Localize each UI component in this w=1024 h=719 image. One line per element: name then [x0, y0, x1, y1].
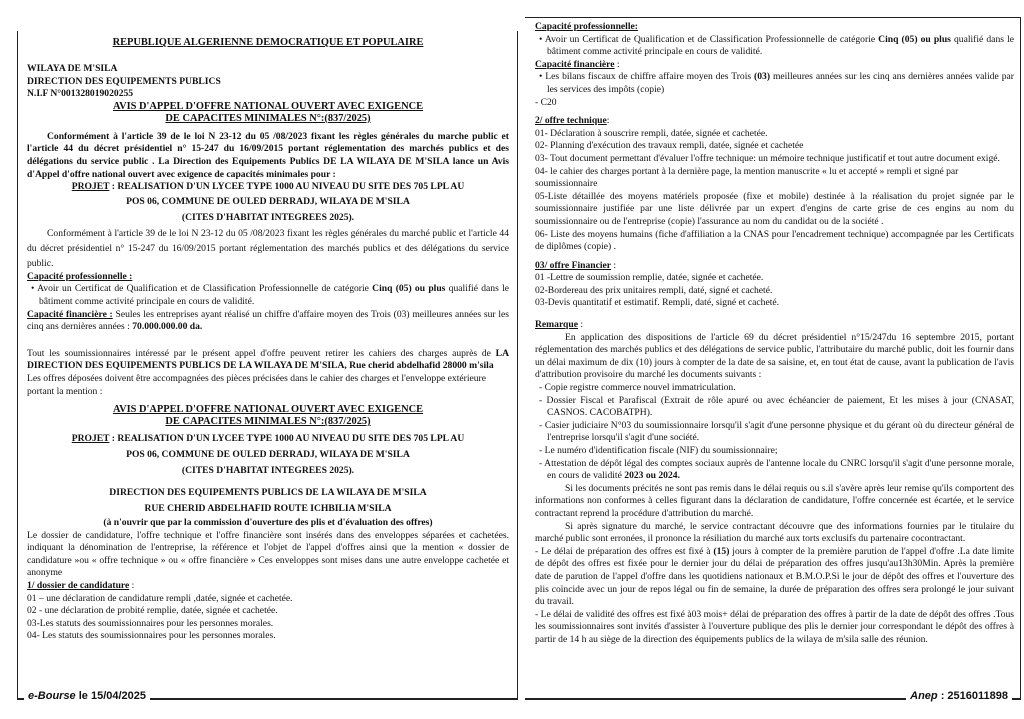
direction: DIRECTION DES EQUIPEMENTS PUBLICS	[27, 75, 221, 87]
offres-text: Les offres déposées doivent être accompagnées des pièces précisées dans le cahier des charges et l'enveloppe extérieure portant la mention :	[27, 372, 487, 397]
right-column	[525, 17, 1021, 699]
delai-paragraph	[535, 546, 1014, 609]
cap-pro-item: • Avoir un Certificat de Qualification et de Classification Professionnelle de catégorie Cinq (05) ou plus qualifié dans le bâtiment comme activité principale en cours de validité.	[31, 283, 509, 307]
para-si-2: Si après signature du marché, le service contractant découvre que des informations fournies par le titulaire du marché public sont erronées, il prononce la résiliation du marché aux torts exclusifs du partenaire cocontractant.	[535, 520, 1014, 545]
intro-bold: Conformément à l'article 39 de le loi N 23-12 du 05 /08/2023 fixant les règles générales du marche public et l'article 44 du décret présidentiel n° 15-247 du 16/09/2015 portant réglementation des marchés publics et des délégations du service public . La Direction des Equipements Publics DE LA WILAYA DE M'SILA lance un Avis d'Appel d'offre national ouvert avec exigence de capacités minimales pour :	[27, 130, 509, 180]
fin-item: 01 -Lettre de soumission remplie, datée, signée et cachetée.	[535, 272, 764, 284]
delai-days: (15)	[713, 545, 730, 557]
cap-fin	[27, 309, 509, 334]
cap-fin-heading-right	[535, 59, 1014, 72]
footer-anep-number: : 2516011898	[937, 690, 1008, 702]
dossier-text: Le dossier de candidature, l'offre technique et l'offre financière sont insérés dans des enveloppes séparées et cachetées. indiquant la dénomination de l'entreprise, la référence et l'objet de l'appel d'offres ainsi que la mention « dossier de candidature »ou « offre technique » ou « offre financière » Ces enveloppes sont mises dans une autre enveloppe cachetée et anonyme	[27, 529, 509, 579]
projet-line-3: (CITES D'HABITAT INTEGREES 2025).	[181, 211, 355, 223]
cap-fin-text-2-right: meilleures années sur les cinq ans dernières années valide par les services des impôts (copie)	[547, 71, 1014, 95]
delai-text: - Le délai de préparation des offres est fixé à	[535, 545, 714, 557]
retrait-address: LA DIRECTION DES EQUIPEMENTS PUBLICS DE LA WILAYA DE M'SILA, Rue cherid abdelhafid 28000 m'sila	[27, 347, 509, 372]
tech-heading	[535, 115, 1014, 128]
remarque-item: - Copie registre commerce nouvel immatriculation.	[539, 382, 736, 394]
avis-title-1: AVIS D'APPEL D'OFFRE NATIONAL OUVERT AVEC EXIGENCE	[112, 100, 424, 112]
footer-date: le 15/04/2025	[75, 690, 147, 702]
cap-pro-label: Capacité professionnelle :	[27, 270, 133, 282]
delai-text-2: jours à compter de la première parution de l'appel d'offre .La date limite de dépôt des offres est fixée pour le dernier jour du délai de préparation des offres jusqu'au13h30Min. Après la première date de parution de l'appel d'offre dans les quotidiens nationaux et B.M.O.P.Si le jour de dépôt des offres et l'ouverture des plis coïncide avec un jour de repos légal ou fin de semaine, la durée de préparation des offres sera prolongé le jour suivant du travail.	[535, 545, 1014, 608]
cap-pro-text-2: qualifié dans le bâtiment comme activité principale en cours de validité.	[39, 283, 509, 307]
projet-label: PROJET	[71, 181, 110, 193]
republic-header: REPUBLIQUE ALGERIENNE DEMOCRATIQUE ET POPULAIRE	[112, 37, 424, 48]
dossier-item: 03-Les statuts des soumissionnaires pour les personnes morales.	[27, 617, 274, 629]
remarque-item: - Le numéro d'identification fiscale (NIF) du soumissionnaire;	[539, 445, 778, 456]
projet-repeat-1	[27, 431, 509, 447]
retrait-paragraph	[27, 348, 509, 373]
remarque-item: - Casier judiciaire N°03 du soumissionnaire lorsqu'il s'agit d'une personne physique et du gérant où du directeur général de l'entreprise lorsqu'il s'agit d'une société.	[539, 419, 1014, 444]
retrait-text: Tout les soumissionnaires intéressé par le présent appel d'offre peuvent retirer les cahiers des charges auprès de	[27, 347, 496, 359]
cap-fin-label: Capacité financière :	[27, 308, 113, 320]
cap-fin-item-right: • Les bilans fiscaux de chiffre affaire moyen des Trois (03) meilleures années sur les cinq ans dernières années valide par les services des impôts (copie)	[539, 71, 1014, 95]
address-line-1: DIRECTION DES EQUIPEMENTS PUBLICS DE LA WILAYA DE M'SILA	[109, 487, 427, 499]
attestation-item	[535, 458, 1014, 483]
remarque-heading	[535, 319, 1014, 332]
avis-title-2: DE CAPACITES MINIMALES N°:(837/2025)	[165, 112, 371, 124]
dossier-label: 1/ dossier de candidature	[27, 580, 130, 592]
address-line-2: RUE CHERID ABDELHAFID ROUTE ICHBILIA M'SILA	[144, 503, 392, 515]
dossier-item: 01 – une déclaration de candidature rempli ,datée, signée et cachetée.	[27, 592, 293, 604]
tech-item: 04- le cahier des charges portant à la dernière page, la mention manuscrite « lu et accepté » rempli et signé par soumissionnaire	[535, 165, 959, 190]
fin-item: 02-Bordereau des prix unitaires rempli, daté, signé et cacheté.	[535, 284, 773, 296]
footer-source-name: e-Bourse	[28, 690, 76, 702]
left-column	[17, 31, 518, 699]
cap-fin-amount: 70.000.000.00 da.	[132, 321, 203, 333]
dossier-colon: :	[129, 580, 135, 592]
fin-label: 03/ offre Financier	[535, 259, 612, 271]
address-line-3: (à n'ouvrir que par la commission d'ouverture des plis et d'évaluation des offres)	[103, 517, 433, 529]
tech-item: 02- Planning d'exécution des travaux rempli, datée, signée et cachetée	[535, 140, 804, 152]
projet-line-1	[27, 181, 509, 194]
attestation-years: 2023 ou 2024.	[624, 470, 680, 482]
cap-fin-bold-right: (03)	[754, 71, 771, 83]
remarque-label: Remarque	[535, 319, 578, 331]
remarque-intro: En application des dispositions de l'article 69 du décret présidentiel n°15/247du 16 septembre 2015, portant réglementation des marchés publics et des délégations de service public, l'attributaire du marché public, doit les fournir dans un délai maximum de dix (10) jours à compter de la date de sa saisine, et, en tout état de cause, avant la publication de l'avis d'attribution provisoire du marché les documents suivants :	[535, 331, 1014, 381]
projet-text: : REALISATION D'UN LYCEE TYPE 1000 AU NIVEAU DU SITE DES 705 LPL AU	[109, 181, 465, 193]
cap-pro-item-right: • Avoir un Certificat de Qualification et de Classification Professionnelle de catégorie Cinq (05) ou plus qualifié dans le bâtiment comme activité principale en cours de validité.	[539, 33, 1014, 58]
fin-item: 03-Devis quantitatif et estimatif. Rempli, daté, signé et cacheté.	[535, 297, 780, 309]
cap-fin-colon: :	[614, 58, 620, 70]
tech-item: 01- Déclaration à souscrire rempli, datée, signée et cachetée.	[535, 127, 768, 139]
remarque-colon: :	[578, 319, 584, 331]
avis-title-repeat-2: DE CAPACITES MINIMALES N°:(837/2025)	[165, 416, 371, 428]
dossier-heading	[27, 580, 509, 593]
cap-fin-label-right: Capacité financière	[535, 58, 615, 70]
footer-source	[24, 690, 150, 703]
fin-colon: :	[611, 259, 617, 271]
remarque-item: - Dossier Fiscal et Parafiscal (Extrait de rôle apuré ou avec échéancier de paiement, Et les mises à jour (CNASAT, CASNOS. CACOBATPH).	[539, 394, 1014, 419]
footer-anep	[906, 690, 1012, 703]
cap-pro-bold: Cinq (05) ou plus	[372, 283, 446, 295]
projet-line-2: POS 06, COMMUNE DE OULED DERRADJ, WILAYA DE M'SILA	[126, 195, 410, 207]
cap-fin-text: Seules les entreprises ayant réalisé un chiffre d'affaire moyen des Trois (03) meilleures années sur les cinq ans dernières années :	[27, 308, 509, 333]
projet-label-repeat: PROJET	[71, 433, 110, 445]
projet-text-repeat: : REALISATION D'UN LYCEE TYPE 1000 AU NIVEAU DU SITE DES 705 LPL AU	[109, 433, 465, 445]
projet-repeat-2: POS 06, COMMUNE DE OULED DERRADJ, WILAYA DE M'SILA	[126, 449, 410, 461]
dossier-item: 04- Les statuts des soumissionnaires pour les personnes morales.	[27, 630, 276, 642]
tech-item: 03- Tout document permettant d'évaluer l'offre technique: un mémoire technique justificatif et tout autre document exigé.	[535, 152, 1000, 164]
attestation-text: - Attestation de dépôt légal des comptes sociaux auprès de l'antenne locale du CNRC lorsqu'il s'agit d'une personne morale, en cours de validité	[539, 457, 1014, 482]
tech-item: 05-Liste détaillée des moyens matériels proposée (fixe et mobile) destinée à la réalisation du projet signée par le soumissionnaire justifiée par une liste délivrée par un expert d'engins de carte grise de ces engins au nom du soumissionnaire ou de l'entreprise (copie) l'assurance au nom du candidat ou de la société .	[535, 190, 1014, 227]
cap-fin-text-right: Les bilans fiscaux de chiffre affaire moyen des Trois	[545, 71, 755, 83]
projet-repeat-3: (CITES D'HABITAT INTEGREES 2025).	[181, 465, 355, 477]
intro-2: Conformément à l'article 39 de le loi N 23-12 du 05 /08/2023 fixant les règles générales du marché public et l'article 44 du décret présidentiel n° 15-247 du 16/09/2015 portant réglementation des marchés publics et des délégations du service public.	[27, 227, 509, 269]
dossier-item: 02 - une déclaration de probité remplie, datée, signée et cachetée.	[27, 605, 278, 617]
validite-paragraph: - Le délai de validité des offres est fixé à03 mois+ délai de préparation des offres à partir de la date de dépôt des offres .Tous les soumissionnaires sont invités d'assister à l'ouverture publique des plis le dernier jour correspondant le dépôt des offres à partir de 14 h au siège de la direction des équipements publics de la wilaya de m'sila salle des réunion.	[535, 608, 1014, 645]
cap-pro-text: Avoir un Certificat de Qualification et de Classification Professionnelle de catégorie	[37, 283, 373, 295]
cap-pro-bold-right: Cinq (05) ou plus	[878, 33, 951, 45]
cap-pro-label-right: Capacité professionnelle:	[535, 21, 638, 32]
fin-heading	[535, 260, 1014, 273]
para-si-1: Si les documents précités ne sont pas remis dans le délai requis ou s.il s'avère après leur remise qu'ils comportent des informations non conformes à celles figurant dans la déclaration de candidature, l'offre concernée est écartée, et le service contractant reprend la procédure d'attribution du marché.	[535, 482, 1014, 519]
cap-pro-text-2-right: qualifié dans le bâtiment comme activité principale en cours de validité.	[547, 33, 1014, 58]
avis-title-repeat-1: AVIS D'APPEL D'OFFRE NATIONAL OUVERT AVEC EXIGENCE	[112, 404, 424, 416]
tech-colon: :	[606, 115, 610, 127]
c20: - C20	[535, 96, 557, 108]
tech-item: 06- Liste des moyens humains (fiche d'affiliation a la CNAS pour l'encadrement technique) accompagnée par les Certificats de diplômes (copie) .	[535, 228, 1014, 253]
footer-anep-label: Anep	[910, 690, 938, 702]
wilaya: WILAYA DE M'SILA	[27, 63, 118, 74]
cap-pro-text-right: Avoir un Certificat de Qualification et de Classification Professionnelle de catégorie	[544, 33, 879, 45]
nif: N.I.F N°001328019020255	[27, 88, 134, 100]
tech-label: 2/ offre technique	[535, 115, 607, 127]
